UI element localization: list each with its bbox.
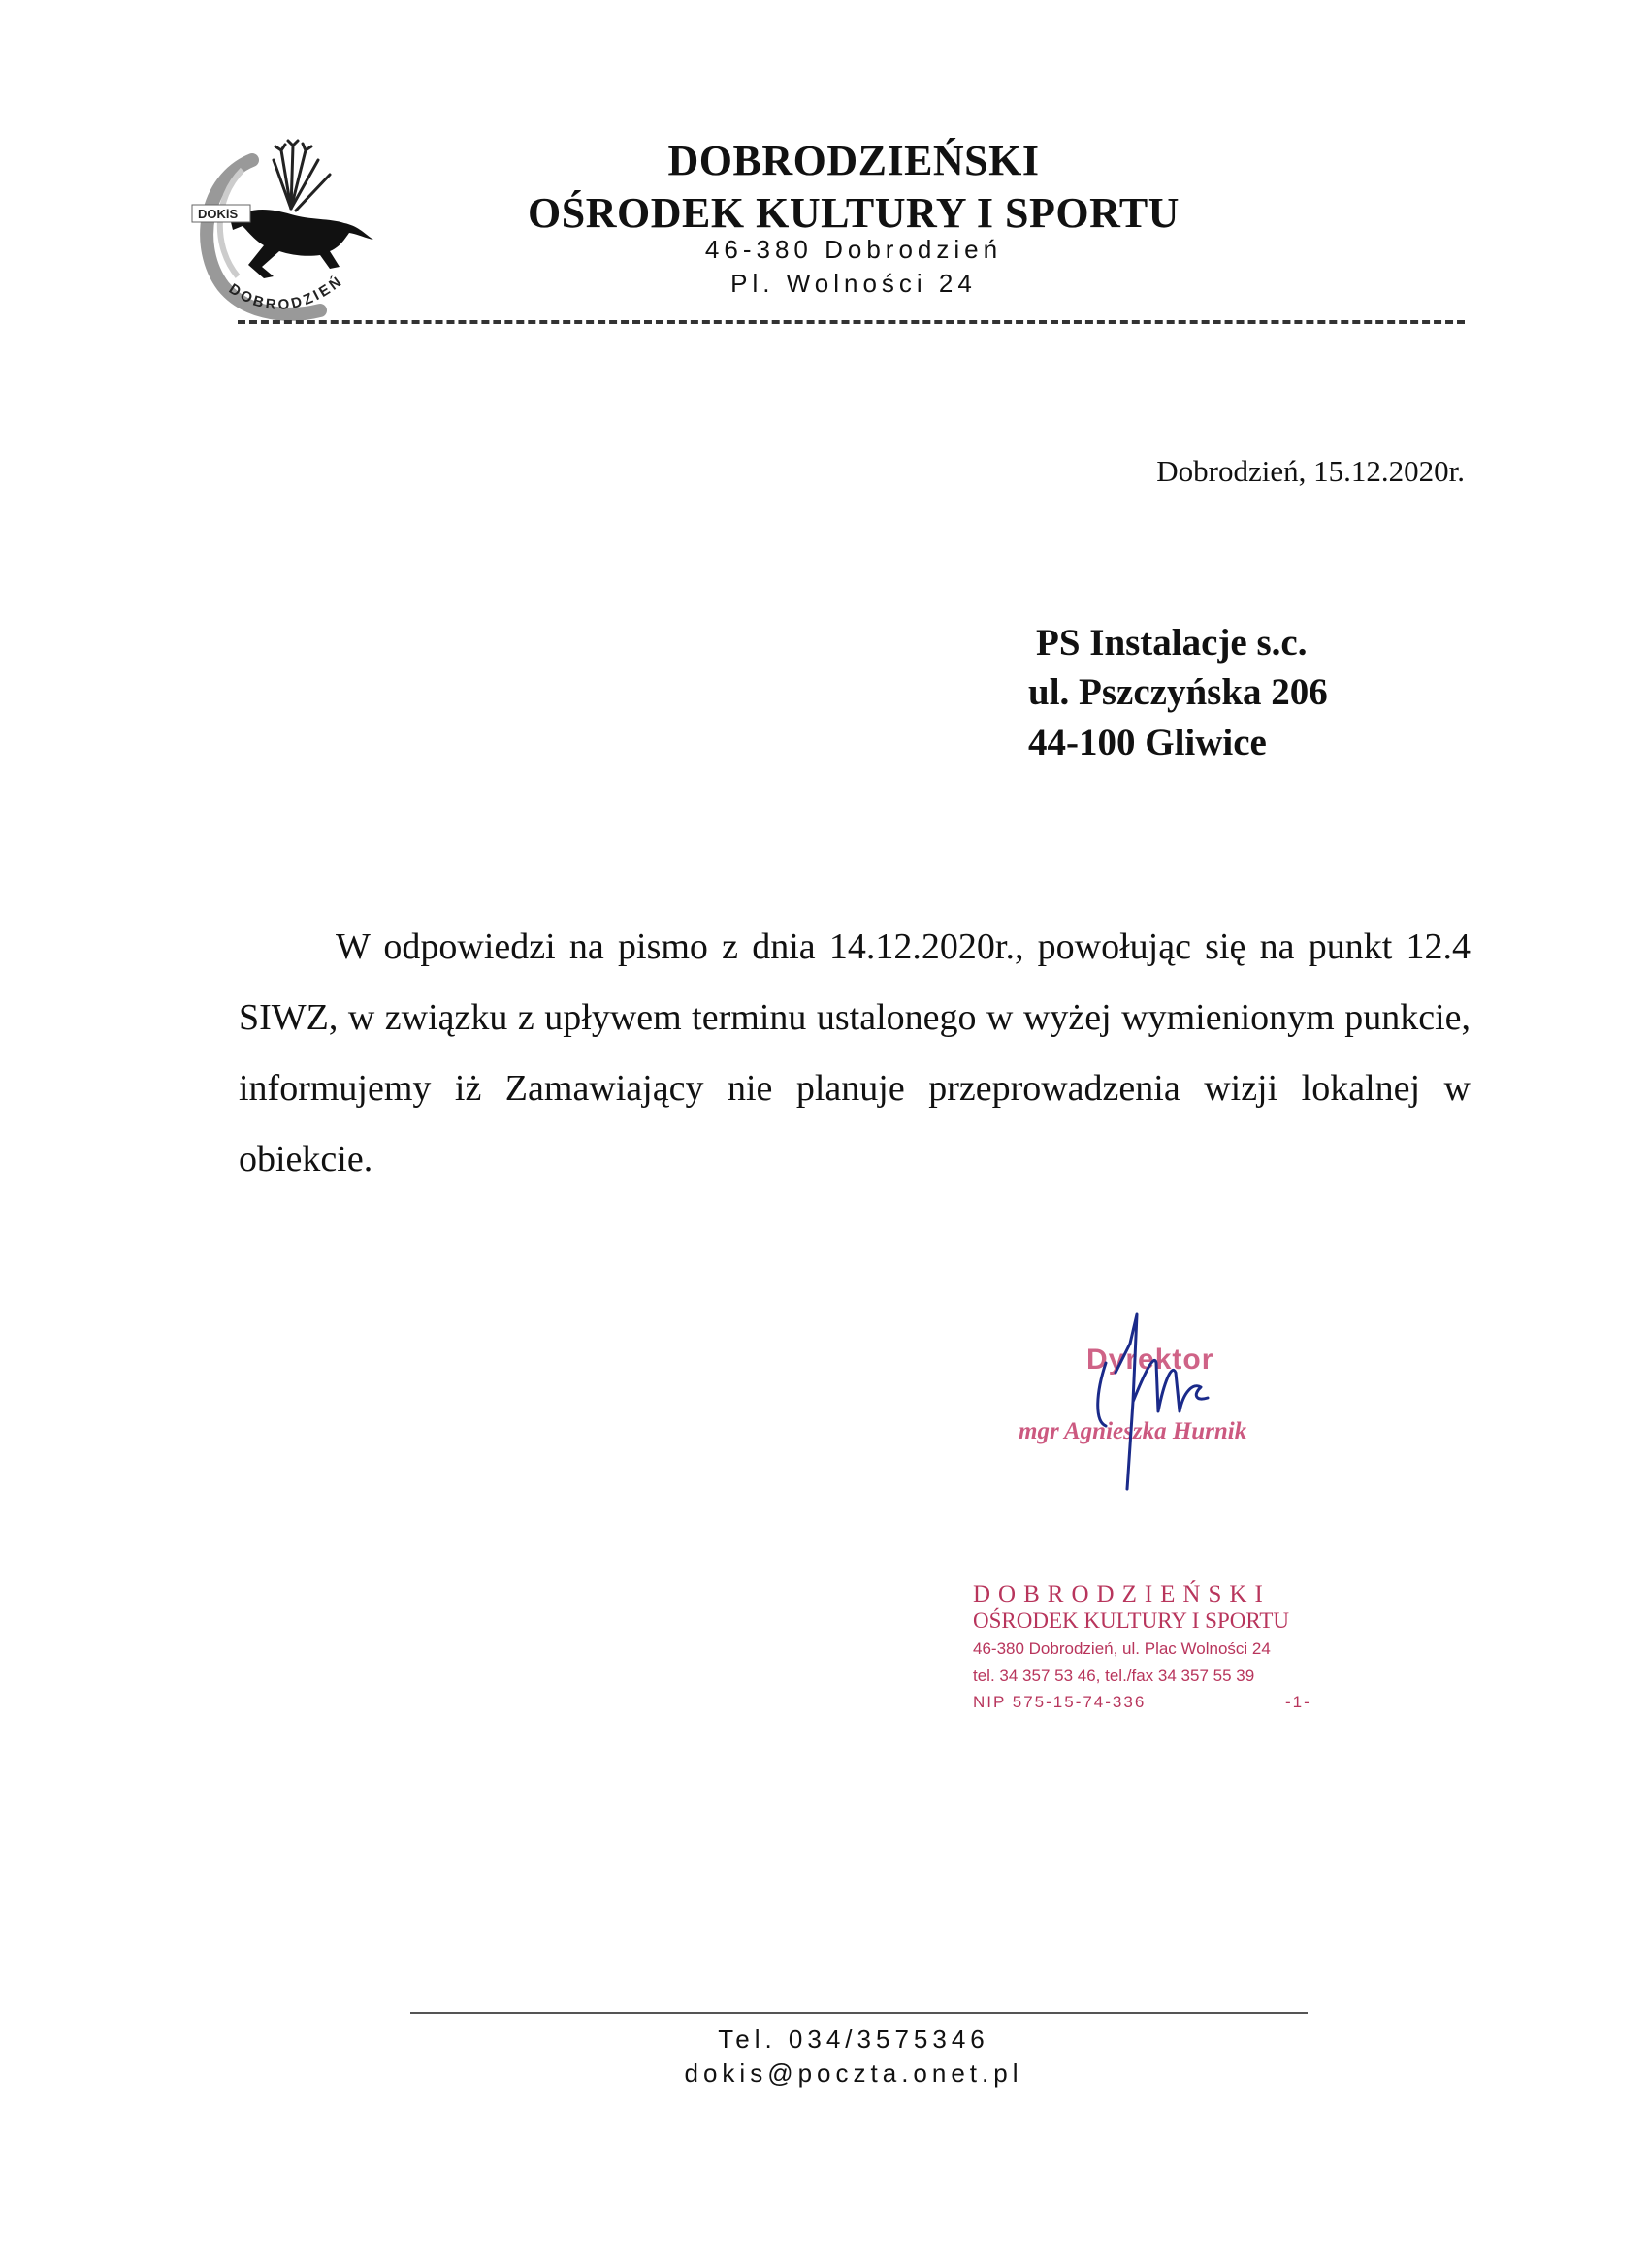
recipient-line2: ul. Pszczyńska 206 xyxy=(1028,671,1328,713)
logo-label: DOKiS xyxy=(198,207,239,221)
org-stamp-phone: tel. 34 357 53 46, tel./fax 34 357 55 39 xyxy=(973,1667,1255,1685)
page-number: -1- xyxy=(1285,1693,1311,1711)
org-stamp-line1: DOBRODZIEŃSKI xyxy=(973,1581,1271,1607)
org-stamp-line2: OŚRODEK KULTURY I SPORTU xyxy=(973,1608,1289,1633)
recipient-line3: 44-100 Gliwice xyxy=(1028,722,1267,763)
footer-divider xyxy=(410,2012,1308,2014)
stamp-name: mgr Agnieszka Hurnik xyxy=(1018,1418,1247,1444)
header-divider xyxy=(238,320,1465,324)
logo-arc-text: DOBRODZIEŃ xyxy=(225,272,347,314)
letter-body xyxy=(239,912,1471,1195)
org-name-line2: OŚRODEK KULTURY I SPORTU xyxy=(528,189,1180,237)
org-name-line1: DOBRODZIEŃSKI xyxy=(667,137,1040,184)
letter-date: Dobrodzień, 15.12.2020r. xyxy=(1156,454,1465,488)
footer-phone: Tel. 034/3575346 xyxy=(718,2025,989,2054)
org-stamp-nip: NIP 575-15-74-336 xyxy=(973,1693,1147,1711)
handwritten-signature xyxy=(1086,1305,1242,1499)
dokis-logo xyxy=(184,131,398,335)
address-line1: 46-380 Dobrodzień xyxy=(704,235,1003,264)
stamp-title: Dyrektor xyxy=(1086,1344,1214,1376)
recipient-line1: PS Instalacje s.c. xyxy=(1036,622,1308,664)
org-stamp-address: 46-380 Dobrodzień, ul. Plac Wolności 24 xyxy=(973,1639,1271,1658)
address-line2: Pl. Wolności 24 xyxy=(730,269,977,298)
footer-email: dokis@poczta.onet.pl xyxy=(684,2058,1023,2088)
letter-body-text: W odpowiedzi na pismo z dnia 14.12.2020r., powołując się na punkt 12.4 SIWZ, w związku z upływem terminu ustalonego w wyżej wymienionym punkcie, informujemy iż Zamawiający nie planuje przeprowadzenia wizji lokalnej w obiekcie. xyxy=(239,926,1471,1180)
